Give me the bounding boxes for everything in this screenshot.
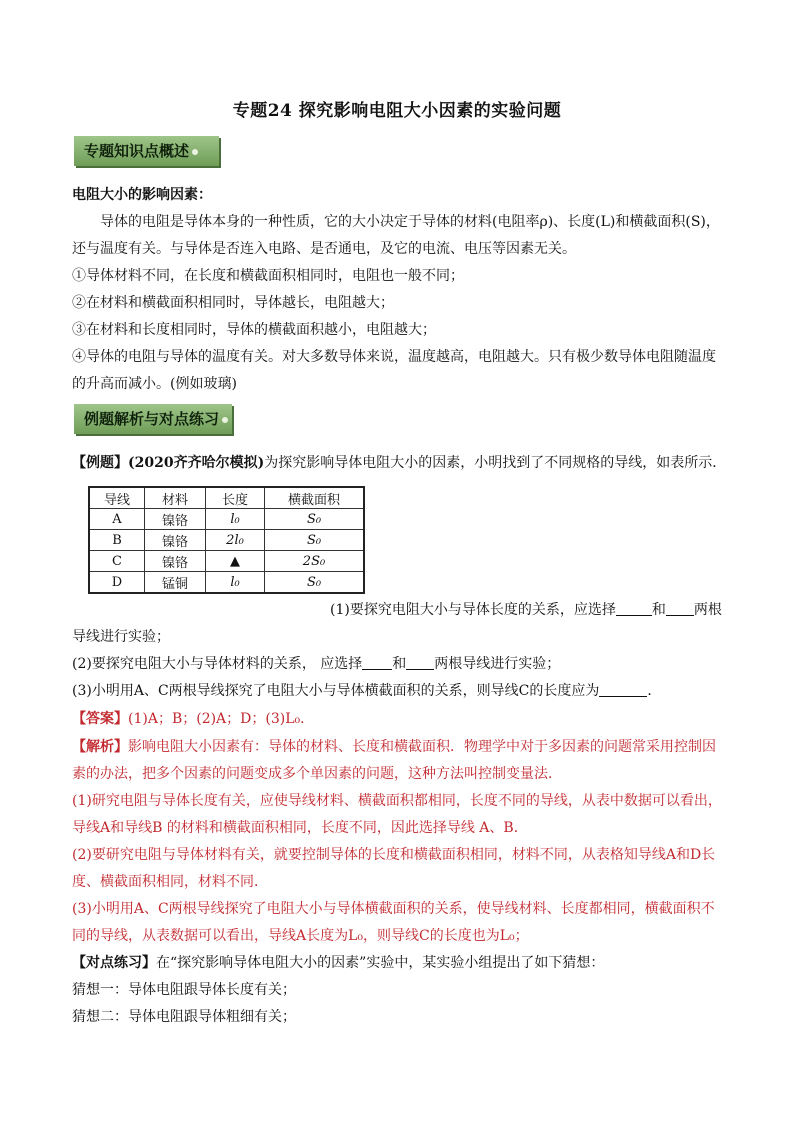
question-text: 和 bbox=[651, 602, 666, 618]
list-item: 的升高而减小。(例如玻璃) bbox=[72, 376, 237, 392]
banner-dot-icon bbox=[192, 149, 198, 155]
table-cell: C bbox=[89, 551, 145, 572]
table-cell: 镍铬 bbox=[145, 551, 206, 572]
analysis-line: (2)要研究电阻与导体材料有关，就要控制导体的长度和横截面积相同，材料不同，从表格知导线A和D长 bbox=[72, 847, 716, 863]
table-cell: l₀ bbox=[206, 572, 265, 594]
answer-blank bbox=[406, 655, 434, 670]
list-item: ①导体材料不同，在长度和横截面积相同时，电阻也一般不同； bbox=[72, 268, 464, 284]
table-header-cell: 导线 bbox=[89, 487, 145, 509]
example-intro bbox=[72, 452, 726, 472]
table-cell: A bbox=[89, 509, 145, 530]
list-item: ④导体的电阻与导体的温度有关。对大多数导体来说，温度越高，电阻越大。只有极少数导体电阻随温度 bbox=[72, 349, 716, 365]
analysis-line: (1)研究电阻与导体长度有关，应使导线材料、横截面积都相同，长度不同的导线，从表中数据可以看出， bbox=[72, 793, 722, 809]
banner-label: 例题解析与对点练习 bbox=[84, 410, 220, 428]
table-cell: B bbox=[89, 530, 145, 551]
analysis-line: (3)小明用A、C两根导线探究了电阻大小与导体横截面积的关系，使导线材料、长度都相同，横截面积不 bbox=[72, 901, 715, 917]
section-banner-overview bbox=[74, 136, 219, 166]
table-header-row bbox=[89, 487, 364, 509]
question-3 bbox=[72, 680, 661, 700]
question-text: (1)要探究电阻大小与导体长度的关系，应选择 bbox=[330, 602, 616, 618]
analysis-line: 度、横截面积相同，材料不同． bbox=[72, 874, 268, 890]
analysis-line bbox=[72, 736, 716, 756]
table-cell: S₀ bbox=[265, 530, 365, 551]
table-cell: 2l₀ bbox=[206, 530, 265, 551]
analysis-line: 导线A和导线B 的材料和横截面积相同，长度不同，因此选择导线 A、B． bbox=[72, 820, 528, 836]
section-heading: 电阻大小的影响因素： bbox=[72, 187, 212, 203]
guess-item: 猜想一：导体电阻跟导体长度有关； bbox=[72, 982, 296, 998]
analysis-tag: 【解析】 bbox=[72, 739, 128, 755]
table-header-cell: 长度 bbox=[206, 487, 265, 509]
answer-blank bbox=[666, 601, 694, 616]
analysis-line: 素的办法，把多个因素的问题变成多个单因素的问题，这种方法叫控制变量法． bbox=[72, 766, 562, 782]
answer-blank bbox=[599, 682, 647, 697]
table-row bbox=[89, 530, 364, 551]
guess-item: 猜想二：导体电阻跟导体粗细有关； bbox=[72, 1009, 296, 1025]
list-item: ②在材料和横截面积相同时，导体越长，电阻越大； bbox=[72, 295, 394, 311]
banner-dot-icon bbox=[222, 417, 228, 423]
table-cell: 镍铬 bbox=[145, 509, 206, 530]
wire-spec-table bbox=[88, 486, 365, 594]
banner-label: 专题知识点概述 bbox=[84, 142, 190, 160]
table-row bbox=[89, 572, 364, 594]
table-header-cell: 横截面积 bbox=[265, 487, 365, 509]
table-cell: 2S₀ bbox=[265, 551, 365, 572]
practice-text: 在“探究影响导体电阻大小的因素”实验中，某实验小组提出了如下猜想： bbox=[156, 955, 605, 971]
table-row bbox=[89, 551, 364, 572]
paragraph-line: 导体的电阻是导体本身的一种性质，它的大小决定于导体的材料(电阻率ρ)、长度(L)和横截面积(S)， bbox=[100, 214, 720, 230]
table-cell: 镍铬 bbox=[145, 530, 206, 551]
section-banner-examples bbox=[74, 404, 232, 434]
list-item: ③在材料和长度相同时，导体的横截面积越小，电阻越大； bbox=[72, 322, 436, 338]
answer-blank bbox=[616, 601, 652, 616]
example-source: (2020齐齐哈尔模拟) bbox=[128, 455, 265, 471]
question-2 bbox=[72, 653, 560, 673]
analysis-text: 影响电阻大小因素有：导体的材料、长度和横截面积．物理学中对于多因素的问题常采用控制因 bbox=[128, 739, 716, 755]
analysis-line: 同的导线，从表数据可以看出，导线A长度为L₀，则导线C的长度也为L₀； bbox=[72, 928, 529, 944]
table-row bbox=[89, 509, 364, 530]
question-text: 两根 bbox=[693, 602, 722, 618]
question-text: (3)小明用A、C两根导线探究了电阻大小与导体横截面积的关系，则导线C的长度应为 bbox=[72, 683, 600, 699]
table-cell: 锰铜 bbox=[145, 572, 206, 594]
answer-tag: 【答案】 bbox=[72, 711, 128, 727]
practice-tag: 【对点练习】 bbox=[72, 955, 156, 971]
practice-intro bbox=[72, 952, 604, 972]
example-tag: 【例题】 bbox=[72, 455, 128, 471]
question-text: 两根导线进行实验； bbox=[434, 656, 561, 672]
table-cell: l₀ bbox=[206, 509, 265, 530]
table-header-cell: 材料 bbox=[145, 487, 206, 509]
question-1-cont: 导线进行实验； bbox=[72, 629, 170, 645]
table-cell: S₀ bbox=[265, 572, 365, 594]
paragraph-line: 还与温度有关。与导体是否连入电路、是否通电，及它的电流、电压等因素无关。 bbox=[72, 241, 576, 257]
page-title: 专题24 探究影响电阻大小因素的实验问题 bbox=[232, 101, 562, 121]
table-cell: S₀ bbox=[265, 509, 365, 530]
answer-line bbox=[72, 708, 314, 728]
question-text: ． bbox=[647, 683, 662, 699]
answer-text: (1)A；B；(2)A；D；(3)L₀． bbox=[128, 711, 315, 727]
table-cell: D bbox=[89, 572, 145, 594]
table-cell: ▲ bbox=[206, 551, 265, 572]
question-text: 和 bbox=[392, 656, 407, 672]
answer-blank bbox=[362, 655, 392, 670]
question-text: (2)要探究电阻大小与导体材料的关系， 应选择 bbox=[72, 656, 363, 672]
example-text: 为探究影响导体电阻大小的因素，小明找到了不同规格的导线，如表所示． bbox=[264, 455, 727, 471]
question-1 bbox=[330, 599, 722, 619]
